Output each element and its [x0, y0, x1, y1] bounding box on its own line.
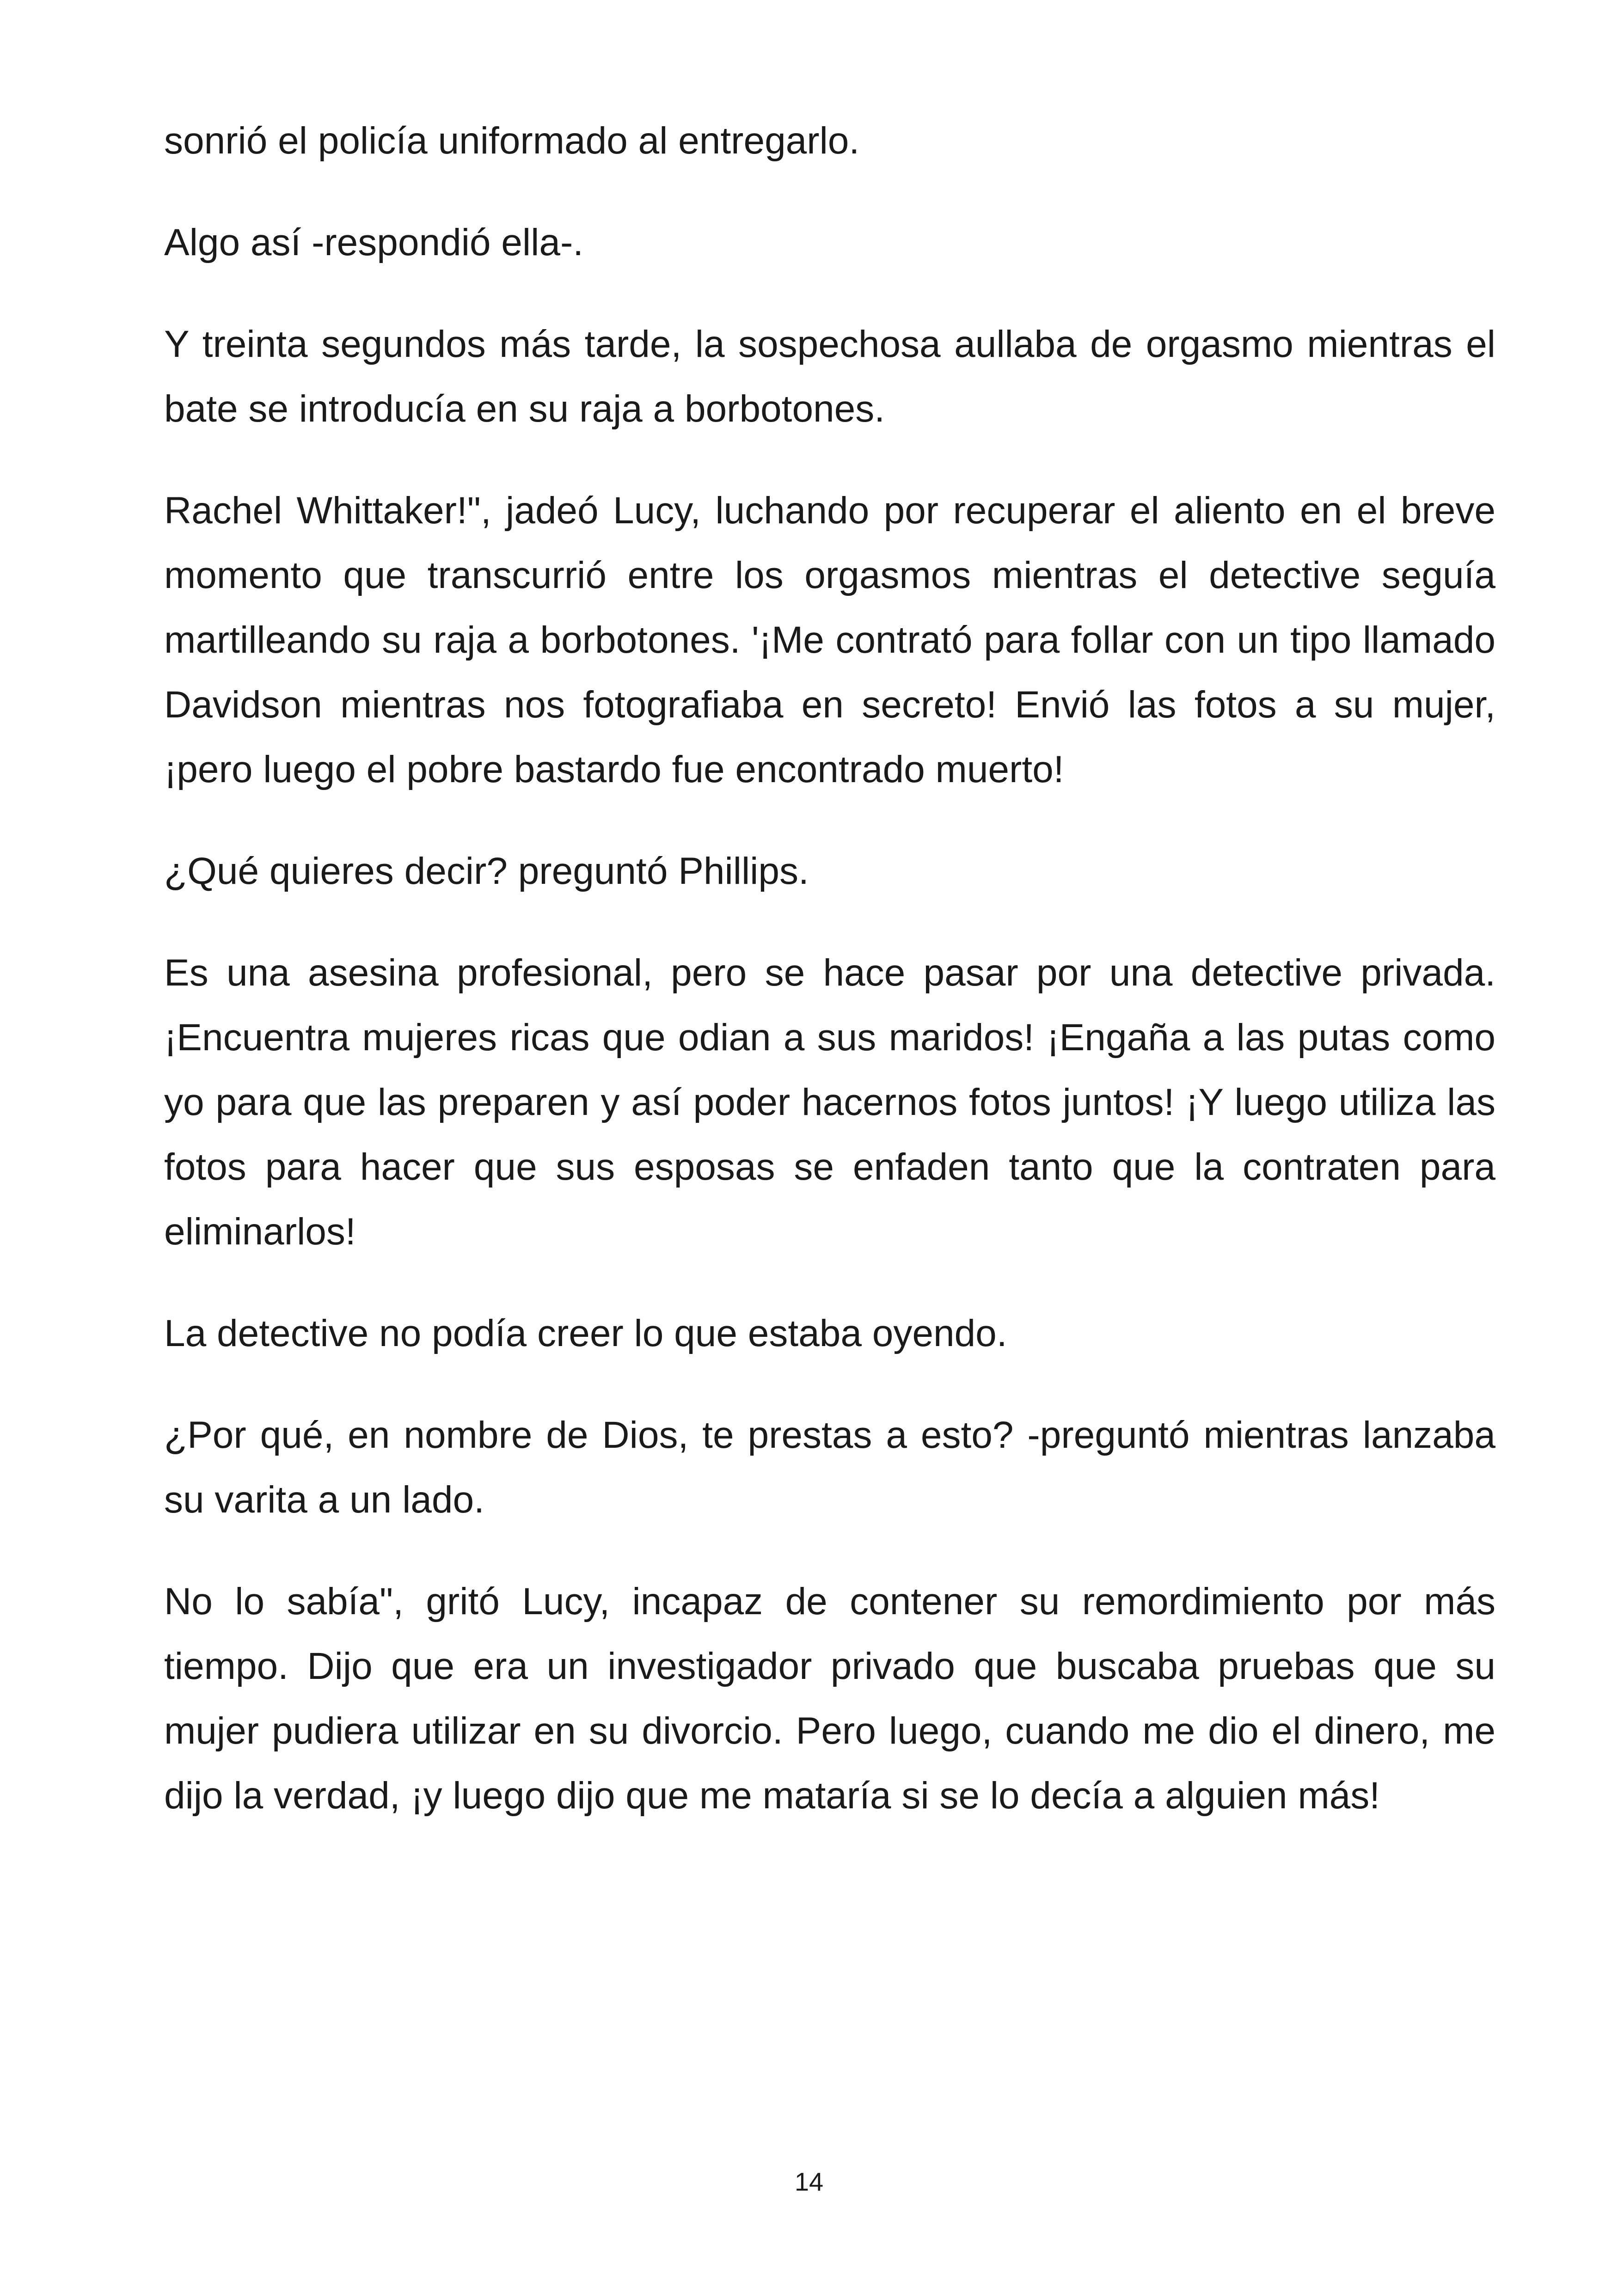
page-number: 14 [794, 2167, 824, 2196]
body-text [164, 109, 1495, 1865]
paragraph: sonrió el policía uniformado al entregarlo. [164, 120, 860, 162]
paragraph: ¿Por qué, en nombre de Dios, te prestas a esto? -preguntó mientras lanzaba su varita a un lado. [164, 1414, 1495, 1521]
paragraph: Es una asesina profesional, pero se hace pasar por una detective privada. ¡Encuentra mujeres ricas que odian a sus maridos! ¡Engaña a las putas como yo para que las preparen y así poder hacernos fotos juntos! ¡Y luego utiliza las fotos para hacer que sus esposas se enfaden tanto que la contraten para eliminarlos! [164, 952, 1495, 1253]
paragraph: ¿Qué quieres decir? preguntó Phillips. [164, 850, 809, 892]
paragraph: La detective no podía creer lo que estaba oyendo. [164, 1312, 1007, 1354]
paragraph: Y treinta segundos más tarde, la sospechosa aullaba de orgasmo mientras el bate se introducía en su raja a borbotones. [164, 323, 1495, 430]
paragraph: No lo sabía", gritó Lucy, incapaz de contener su remordimiento por más tiempo. Dijo que era un investigador privado que buscaba pruebas que su mujer pudiera utilizar en su divorcio. Pero luego, cuando me dio el dinero, me dijo la verdad, ¡y luego dijo que me mataría si se lo decía a alguien más! [164, 1580, 1495, 1817]
paragraph: Rachel Whittaker!", jadeó Lucy, luchando por recuperar el aliento en el breve momento que transcurrió entre los orgasmos mientras el detective seguía martilleando su raja a borbotones. '¡Me contrató para follar con un tipo llamado Davidson mientras nos fotografiaba en secreto! Envió las fotos a su mujer, ¡pero luego el pobre bastardo fue encontrado muerto! [164, 490, 1495, 790]
paragraph: Algo así -respondió ella-. [164, 221, 584, 263]
